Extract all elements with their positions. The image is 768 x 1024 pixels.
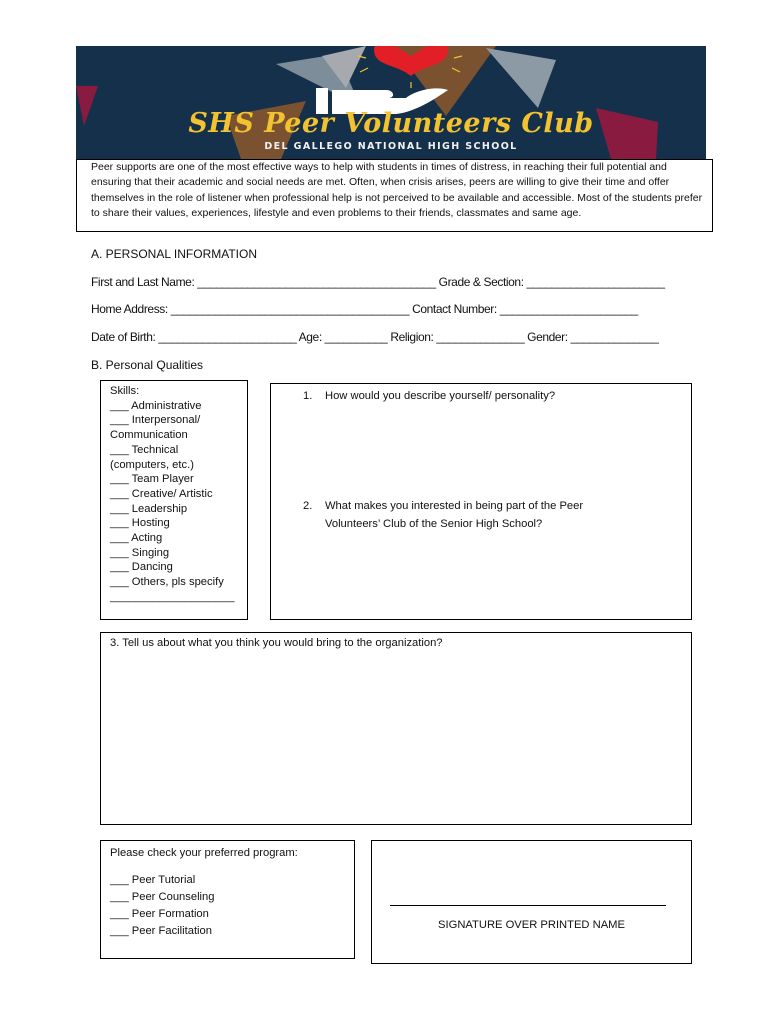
skills-box — [100, 380, 248, 620]
question-3-text: 3. Tell us about what you think you would bring to the organization? — [110, 637, 443, 649]
birth-age-religion-gender-field-row[interactable]: Date of Birth: ______________________ Age: __________ Religion: ______________ Gender: ______________ — [91, 330, 659, 344]
question-2-number: 2. — [303, 500, 313, 512]
address-contact-field-row[interactable]: Home Address: ______________________________________ Contact Number: ______________________ — [91, 302, 638, 316]
skills-item[interactable]: ___ Hosting — [110, 517, 170, 530]
skills-item[interactable]: ___ Others, pls specify — [110, 576, 224, 589]
skills-item[interactable]: ___ Interpersonal/ — [110, 414, 201, 427]
signature-label: SIGNATURE OVER PRINTED NAME — [438, 919, 625, 931]
question-1-text: How would you describe yourself/ personality? — [325, 390, 556, 402]
preferred-program-box — [100, 840, 355, 959]
question-1 — [303, 387, 643, 407]
program-option-peer-counseling[interactable]: ___ Peer Counseling — [110, 891, 215, 903]
questions-box[interactable] — [270, 383, 692, 620]
section-personal-information-title: A. PERSONAL INFORMATION — [91, 247, 258, 261]
question-1-number: 1. — [303, 390, 313, 402]
skills-item[interactable]: ___ Team Player — [110, 473, 194, 486]
section-personal-qualities-title: B. Personal Qualities — [91, 358, 204, 372]
skills-item[interactable]: ___ Administrative — [110, 399, 202, 412]
skills-item: (computers, etc.) — [110, 458, 194, 471]
question-2-text: What makes you interested in being part of the Peer Volunteers’ Club of the Senior High School? — [325, 500, 584, 530]
intro-box — [76, 159, 713, 232]
skills-item[interactable]: ___ Acting — [110, 532, 163, 545]
skills-item[interactable]: ___ Leadership — [110, 502, 188, 515]
question-2 — [303, 497, 643, 537]
skills-other-specify-line[interactable]: ____________________ — [110, 590, 235, 603]
intro-text: Peer supports are one of the most effective ways to help with students in times of distress, in reaching their full potential and ensuring that their academic and social needs are met. Often, when crisis arises, peers are willing to give their time and offer themselves in the role of listener when professional help is not perceived to be available and accessible. Most of the students prefer to share their values, experiences, lifestyle and even problems to their friends, classmates and same age. — [91, 161, 703, 219]
club-title: SHS Peer Volunteers Club — [188, 108, 594, 139]
skills-item[interactable]: ___ Creative/ Artistic — [110, 487, 213, 500]
name-grade-field-row[interactable]: First and Last Name: ______________________________________ Grade & Section: ______________________ — [91, 275, 665, 289]
program-option-peer-tutorial[interactable]: ___ Peer Tutorial — [110, 874, 196, 886]
skills-item[interactable]: ___ Dancing — [110, 561, 173, 574]
program-heading: Please check your preferred program: — [110, 847, 298, 859]
signature-box — [371, 840, 692, 964]
pennant-grey-right — [486, 48, 556, 108]
program-option-peer-formation[interactable]: ___ Peer Formation — [110, 908, 209, 920]
skills-item[interactable]: ___ Technical — [110, 443, 179, 456]
skills-heading: Skills: — [110, 385, 140, 397]
question-3-box[interactable] — [100, 632, 692, 825]
skills-item[interactable]: ___ Singing — [110, 546, 170, 559]
program-option-peer-facilitation[interactable]: ___ Peer Facilitation — [110, 925, 212, 937]
school-name: DEL GALLEGO NATIONAL HIGH SCHOOL — [264, 141, 518, 152]
skills-item: Communication — [110, 429, 188, 442]
signature-line[interactable] — [390, 905, 666, 906]
header-banner — [76, 46, 706, 159]
